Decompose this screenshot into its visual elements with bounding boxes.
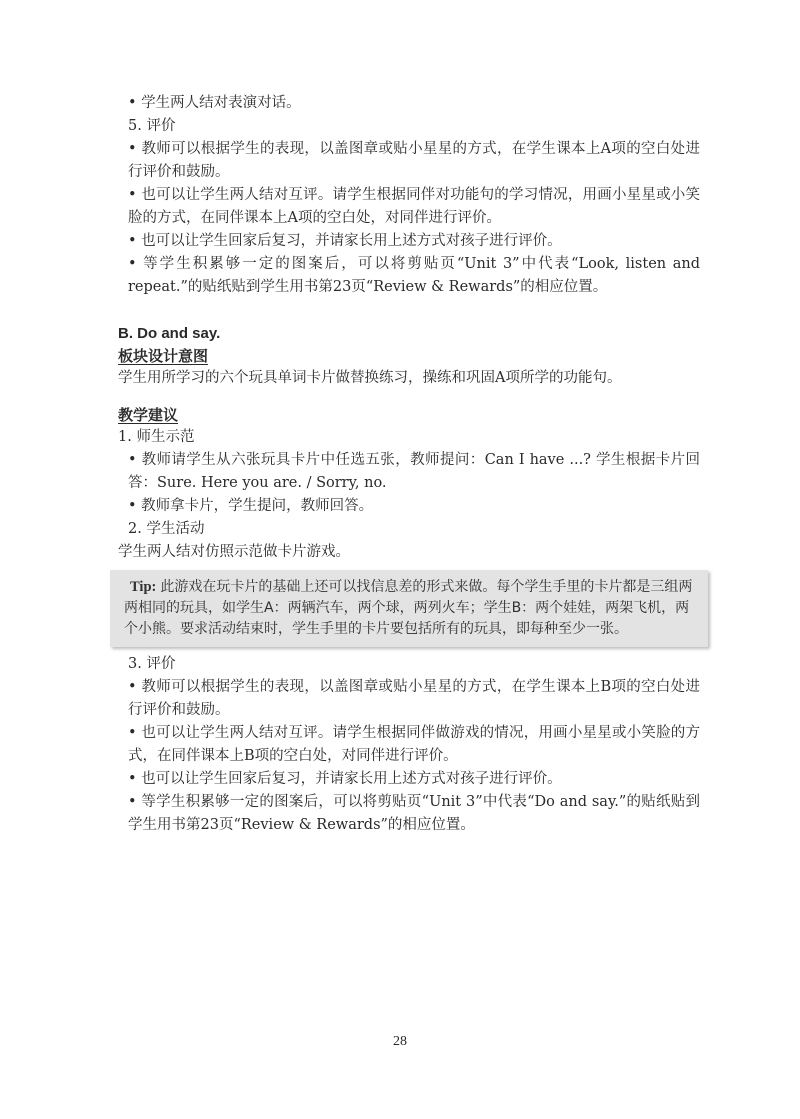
section-b-title: B. Do and say. <box>118 325 221 342</box>
page-number: 28 <box>393 1034 407 1049</box>
teaching-suggestions-heading: 教学建议 <box>118 406 179 424</box>
eval-b-paragraph-2: • 也可以让学生两人结对互评。请学生根据同伴做游戏的情况，用画小星星或小笑脸的方式，在同伴课本上B项的空白处，对同伴进行评价。 <box>128 725 700 764</box>
design-intent-text: 学生用所学习的六个玩具单词卡片做替换练习，操练和巩固A项所学的功能句。 <box>118 370 622 386</box>
eval-a-paragraph-3: • 也可以让学生回家后复习，并请家长用上述方式对孩子进行评价。 <box>128 233 562 249</box>
eval-heading-b: 3. 评价 <box>128 656 176 672</box>
page-content <box>118 92 700 837</box>
tip-text: 此游戏在玩卡片的基础上还可以找信息差的形式来做。每个学生手里的卡片都是三组两两相同的玩具，如学生A：两辆汽车，两个球，两列火车；学生B：两个娃娃，两架飞机，两个小熊。要求活动结束时，学生手里的卡片要包括所有的玩具，即每种至少一张。 <box>124 579 693 637</box>
step2-text: 学生两人结对仿照示范做卡片游戏。 <box>118 544 350 560</box>
eval-a-paragraph-4: • 等学生积累够一定的图案后，可以将剪贴页“Unit 3”中代表“Look, listen and repeat.”的贴纸贴到学生用书第23页“Review & Rewards”的相应位置。 <box>128 256 700 295</box>
design-intent-heading: 板块设计意图 <box>118 347 209 365</box>
eval-a-paragraph-1: • 教师可以根据学生的表现，以盖图章或贴小星星的方式，在学生课本上A项的空白处进行评价和鼓励。 <box>128 141 700 180</box>
step1-paragraph-2: • 教师拿卡片，学生提问，教师回答。 <box>128 498 374 514</box>
step2-heading: 2. 学生活动 <box>128 521 205 537</box>
eval-b-paragraph-4: • 等学生积累够一定的图案后，可以将剪贴页“Unit 3”中代表“Do and say.”的贴纸贴到学生用书第23页“Review & Rewards”的相应位置。 <box>128 794 700 833</box>
eval-b-paragraph-3: • 也可以让学生回家后复习，并请家长用上述方式对孩子进行评价。 <box>128 771 562 787</box>
eval-b-paragraph-1: • 教师可以根据学生的表现，以盖图章或贴小星星的方式，在学生课本上B项的空白处进行评价和鼓励。 <box>128 679 700 718</box>
eval-a-paragraph-2: • 也可以让学生两人结对互评。请学生根据同伴对功能句的学习情况，用画小星星或小笑脸的方式，在同伴课本上A项的空白处，对同伴进行评价。 <box>128 187 700 226</box>
tip-box <box>110 570 708 647</box>
eval-heading-a: 5. 评价 <box>128 118 176 134</box>
step1-paragraph-1: • 教师请学生从六张玩具卡片中任选五张，教师提问：Can I have ...? 学生根据卡片回答：Sure. Here you are. / Sorry, no. <box>128 452 700 491</box>
bullet-pair-performance: • 学生两人结对表演对话。 <box>128 95 301 111</box>
tip-label: Tip: <box>130 579 157 595</box>
step1-heading: 1. 师生示范 <box>118 429 195 445</box>
